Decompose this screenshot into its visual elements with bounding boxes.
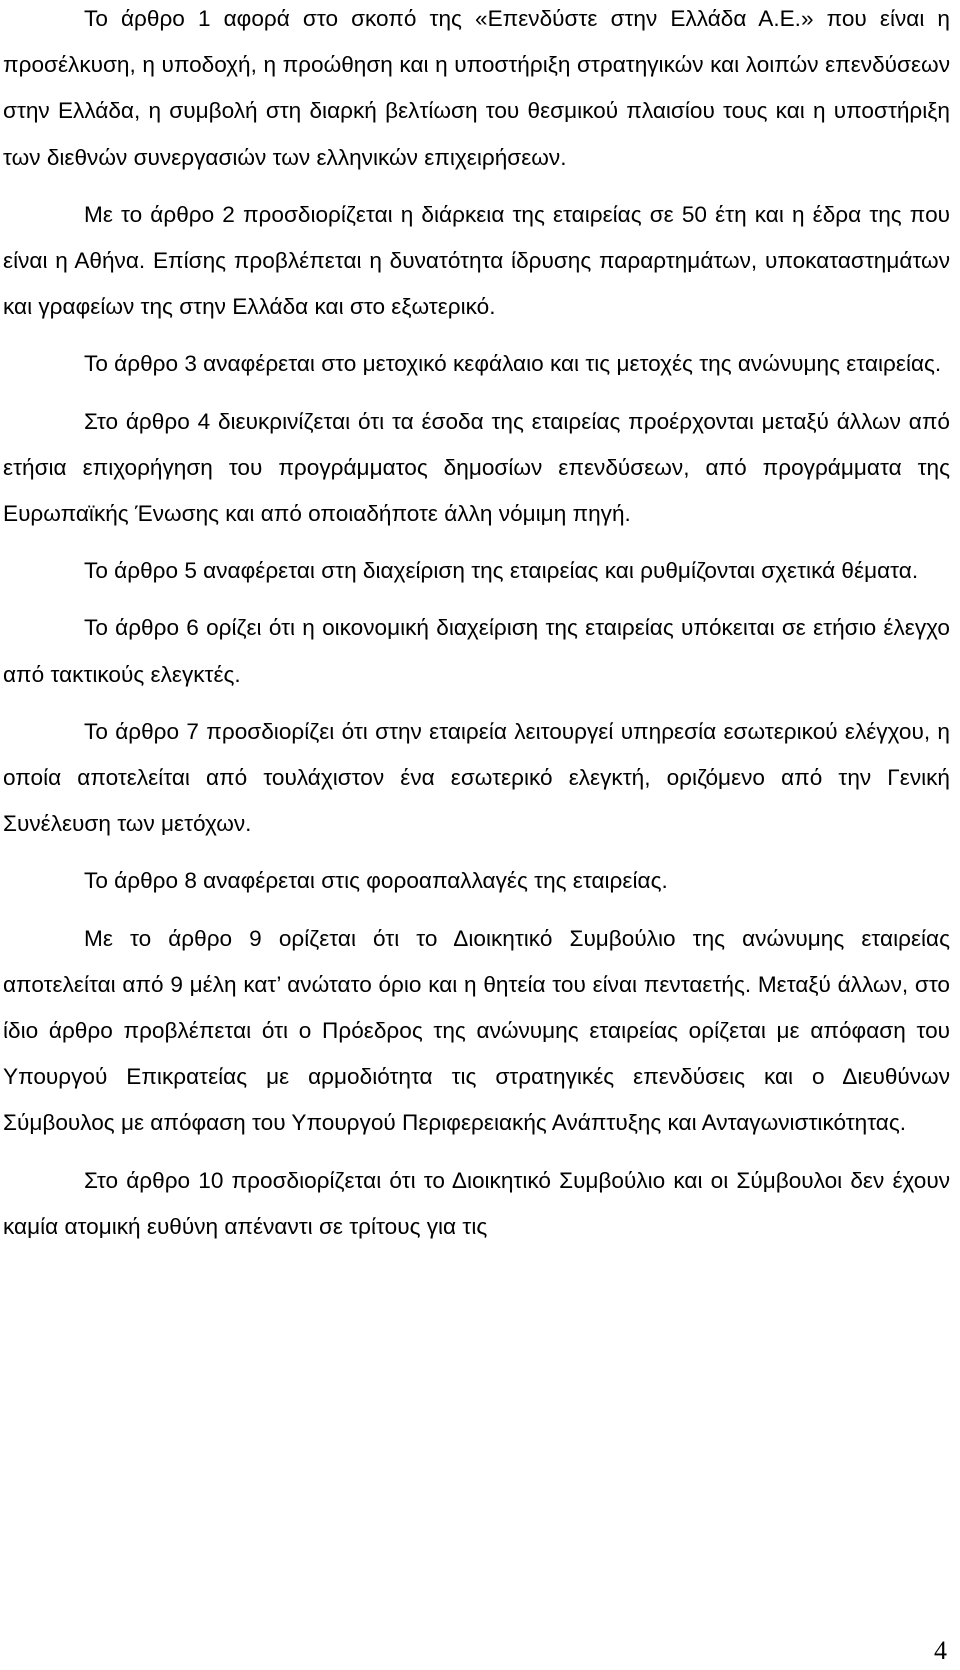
paragraph-article-4: Στο άρθρο 4 διευκρινίζεται ότι τα έσοδα της εταιρείας προέρχονται μεταξύ άλλων από ετήσια επιχορήγηση του προγράμματος δημοσίων επενδύσεων, από προγράμματα της Ευρωπαϊκής Ένωσης και από οποιαδήποτε άλλη νόμιμη πηγή. [3,408,950,527]
paragraph-article-10: Στο άρθρο 10 προσδιορίζεται ότι το Διοικητικό Συμβούλιο και οι Σύμβουλοι δεν έχουν καμία ατομική ευθύνη απέναντι σε τρίτους για τις [3,1167,950,1239]
paragraph-article-6: Το άρθρο 6 ορίζει ότι η οικονομική διαχείριση της εταιρείας υπόκειται σε ετήσιο έλεγχο από τακτικούς ελεγκτές. [3,615,950,687]
page-number: 4 [934,1636,947,1665]
paragraph-article-5: Το άρθρο 5 αναφέρεται στη διαχείριση της εταιρείας και ρυθμίζονται σχετικά θέματα. [84,558,919,584]
paragraph-article-2: Με το άρθρο 2 προσδιορίζεται η διάρκεια της εταιρείας σε 50 έτη και η έδρα της που είναι η Αθήνα. Επίσης προβλέπεται η δυνατότητα ίδρυσης παραρτημάτων, υποκαταστημάτων και γραφείων της στην Ελλάδα και στο εξωτερικό. [3,201,950,320]
paragraph-article-9: Με το άρθρο 9 ορίζεται ότι το Διοικητικό Συμβούλιο της ανώνυμης εταιρείας αποτελείται από 9 μέλη κατ’ ανώτατο όριο και η θητεία του είναι πενταετής. Μεταξύ άλλων, στο ίδιο άρθρο προβλέπεται ότι ο Πρόεδρος της ανώνυμης εταιρείας ορίζεται με απόφαση του Υπουργού Επικρατείας με αρμοδιότητα τις στρατηγικές επενδύσεις και ο Διευθύνων Σύμβουλος με απόφαση του Υπουργού Περιφερειακής Ανάπτυξης και Ανταγωνιστικότητας. [3,925,950,1136]
body-text [3,0,950,1261]
paragraph-article-8: Το άρθρο 8 αναφέρεται στις φοροαπαλλαγές της εταιρείας. [84,868,668,894]
paragraph-article-7: Το άρθρο 7 προσδιορίζει ότι στην εταιρεία λειτουργεί υπηρεσία εσωτερικού ελέγχου, η οποία αποτελείται από τουλάχιστον ένα εσωτερικό ελεγκτή, οριζόμενο από την Γενική Συνέλευση των μετόχων. [3,718,950,837]
paragraph-article-1: Το άρθρο 1 αφορά στο σκοπό της «Επενδύστε στην Ελλάδα Α.Ε.» που είναι η προσέλκυση, η υποδοχή, η προώθηση και η υποστήριξη στρατηγικών και λοιπών επενδύσεων στην Ελλάδα, η συμβολή στη διαρκή βελτίωση του θεσμικού πλαισίου τους και η υποστήριξη των διεθνών συνεργασιών των ελληνικών επιχειρήσεων. [3,6,950,170]
paragraph-article-3: Το άρθρο 3 αναφέρεται στο μετοχικό κεφάλαιο και τις μετοχές της ανώνυμης εταιρείας. [84,351,942,377]
